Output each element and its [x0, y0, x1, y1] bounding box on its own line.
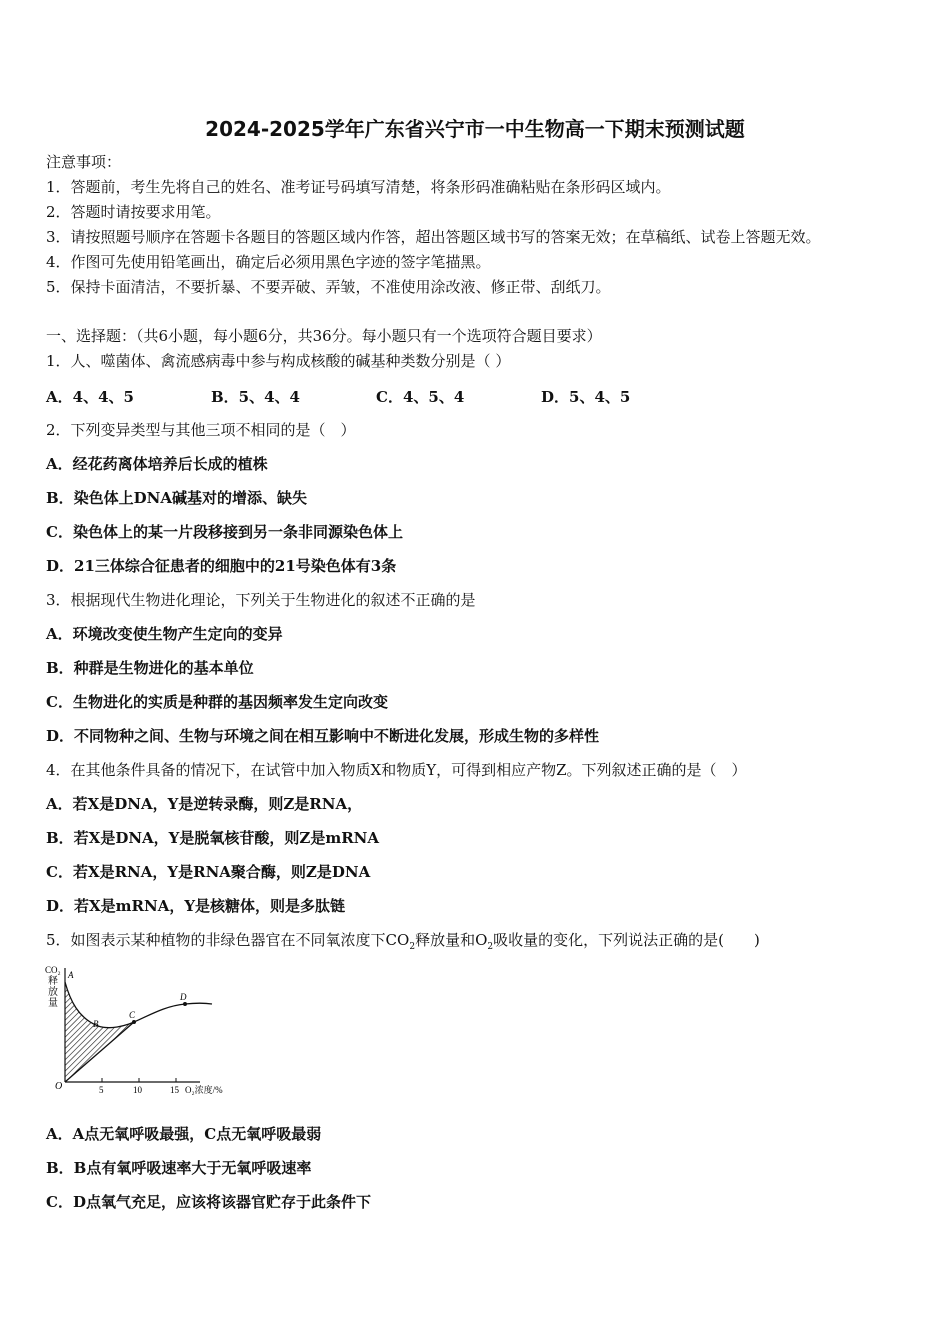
question-3-stem: 3．根据现代生物进化理论，下列关于生物进化的叙述不正确的是 [46, 591, 476, 609]
option-b: B．B点有氧呼吸速率大于无氧呼吸速率 [46, 1159, 312, 1177]
point-c [132, 1020, 136, 1024]
option-a: A．环境改变使生物产生定向的变异 [46, 625, 283, 643]
option-b: B．5、4、4 [211, 388, 300, 406]
question-2-stem: 2．下列变异类型与其他三项不相同的是（ ） [46, 421, 356, 439]
option-c: C．生物进化的实质是种群的基因频率发生定向改变 [46, 693, 388, 711]
y-label-char: 释 [48, 976, 58, 987]
y-label-co2: CO₂ [45, 965, 61, 975]
notice-heading: 注意事项： [46, 153, 122, 171]
x-tick-label: 5 [99, 1085, 104, 1095]
option-c: C．D点氧气充足，应该将该器官贮存于此条件下 [46, 1193, 371, 1211]
respiration-figure [40, 960, 250, 1100]
notice-item: 2．答题时请按要求用笔。 [46, 203, 221, 221]
option-c: C．染色体上的某一片段移接到另一条非同源染色体上 [46, 523, 403, 541]
option-c: C．若X是RNA，Y是RNA聚合酶，则Z是DNA [46, 863, 371, 881]
notice-item: 3．请按照题号顺序在答题卡各题目的答题区域内作答，超出答题区域书写的答案无效；在草稿纸、试卷上答题无效。 [46, 228, 821, 246]
x-tick-label: 15 [170, 1085, 179, 1095]
x-tick-label: 10 [133, 1085, 142, 1095]
notice-item: 4．作图可先使用铅笔画出，确定后必须用黑色字迹的签字笔描黑。 [46, 253, 491, 271]
notice-item: 1．答题前，考生先将自己的姓名、准考证号码填写清楚，将条形码准确粘贴在条形码区域内。 [46, 178, 671, 196]
option-a: A．4、4、5 [46, 388, 134, 406]
point-label-d: D [180, 992, 187, 1002]
notice-item: 5．保持卡面清洁，不要折暴、不要弄破、弄皱，不准使用涂改液、修正带、刮纸刀。 [46, 278, 611, 296]
option-a: A．A点无氧呼吸最强，C点无氧呼吸最弱 [46, 1125, 322, 1143]
page-title: 2024-2025学年广东省兴宁市一中生物高一下期末预测试题 [205, 117, 745, 141]
point-d [183, 1002, 187, 1006]
y-label-char: 放 [48, 987, 58, 998]
option-d: D．不同物种之间、生物与环境之间在相互影响中不断进化发展，形成生物的多样性 [46, 727, 600, 745]
option-b: B．若X是DNA，Y是脱氧核苷酸，则Z是mRNA [46, 829, 380, 847]
origin-label: O [55, 1081, 63, 1092]
option-c: C．4、5、4 [376, 388, 465, 406]
point-label-a: A [68, 970, 74, 980]
x-axis-label: O₂浓度/% [185, 1085, 223, 1095]
option-a: A．经花药离体培养后长成的植株 [46, 455, 268, 473]
option-d: D．21三体综合征患者的细胞中的21号染色体有3条 [46, 557, 397, 575]
point-label-c: C [129, 1010, 136, 1020]
question-5-stem: 5．如图表示某种植物的非绿色器官在不同氧浓度下$CO_2$释放量和$O_2$吸收量的变化，下列说法正确的是( ) [46, 931, 760, 952]
question-1-stem: 1．人、噬菌体、禽流感病毒中参与构成核酸的碱基种类数分别是（ ） [46, 352, 511, 370]
option-d: D．5、4、5 [541, 388, 631, 406]
option-b: B．种群是生物进化的基本单位 [46, 659, 254, 677]
y-label-char: 量 [48, 998, 58, 1009]
option-a: A．若X是DNA，Y是逆转录酶，则Z是RNA， [46, 795, 363, 813]
section-heading: 一、选择题：（共6小题，每小题6分，共36分。每小题只有一个选项符合题目要求） [46, 327, 602, 345]
option-b: B．染色体上DNA碱基对的增添、缺失 [46, 489, 308, 507]
hatched-region [65, 982, 134, 1082]
question-4-stem: 4．在其他条件具备的情况下，在试管中加入物质X和物质Y，可得到相应产物Z。下列叙述正确的是（ ） [46, 761, 747, 779]
point-label-b: B [93, 1019, 99, 1029]
option-d: D．若X是mRNA，Y是核糖体，则是多肽链 [46, 897, 346, 915]
question-1-options [46, 386, 926, 407]
